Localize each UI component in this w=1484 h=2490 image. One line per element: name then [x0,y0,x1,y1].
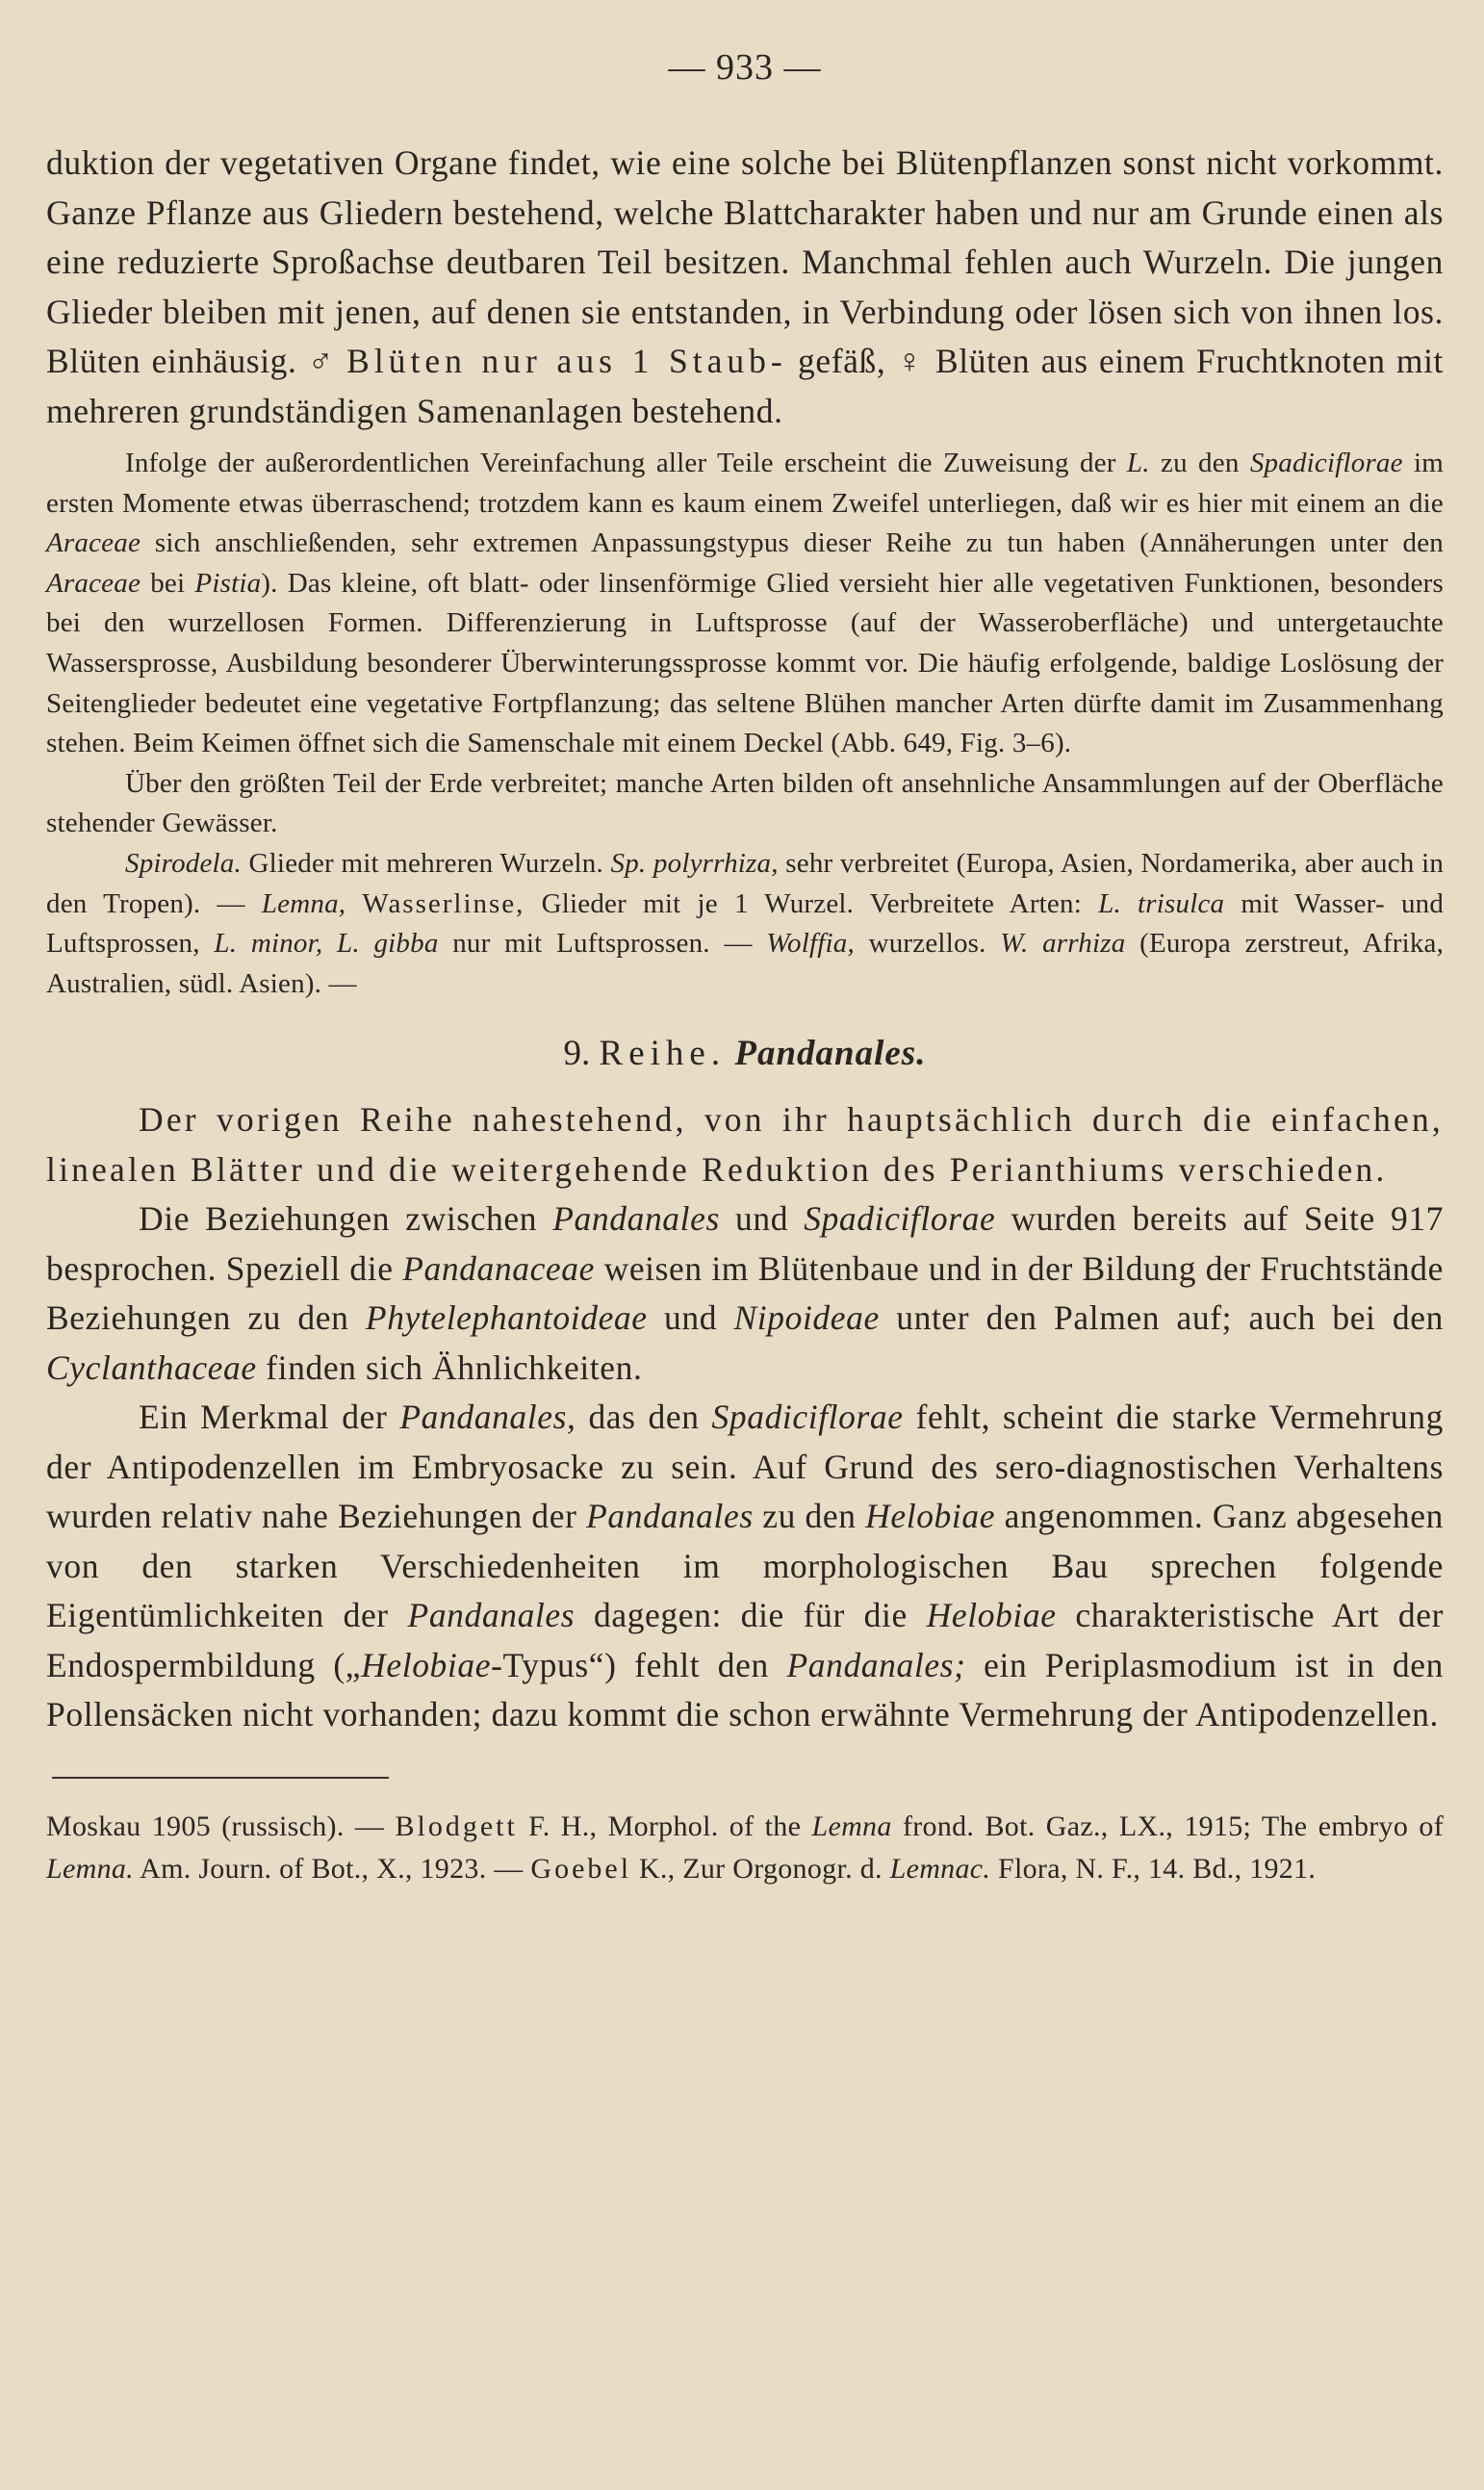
text-run: nur mit Luftsprossen. — [452,928,753,960]
text-run: wurzellos. [868,928,986,960]
taxon-name: Pistia [194,567,262,599]
small-paragraph-3 [46,844,1444,1004]
taxon-name: Helobiae [926,1596,1057,1635]
text-run: F. H., Morphol. of the [528,1810,802,1842]
taxon-name: Pandanales [407,1596,576,1635]
taxon-name: Spadiciflorae [804,1199,996,1239]
taxon-name: Araceae [46,567,141,599]
footnote-divider [52,1777,389,1779]
section-paragraph-1: Der vorigen Reihe nahestehend, von ihr hauptsächlich durch die einfachen, linealen Blätter und die weitergehende Reduktion des Perianthiums verschieden. [46,1100,1444,1189]
footnote-text [46,1806,1444,1890]
text-run: Am. Journ. of Bot., X., 1923. — [140,1852,524,1885]
taxon-name: Lemna [811,1810,892,1842]
section-label: Reihe. [599,1034,727,1074]
section-paragraph-3 [46,1393,1444,1740]
text-run: zu den [762,1497,857,1536]
taxon-name: Pandanales [552,1199,720,1239]
taxon-name: Sp. polyrrhiza, [610,847,779,879]
taxon-name: Pandanaceae [402,1248,595,1288]
taxon-name: Lemna, [261,887,346,919]
text-run: Flora, N. F., 14. Bd., 1921. [998,1852,1317,1885]
text-run: (Europa zerstreut, Afrika, Australien, südl. Asien). — [46,928,1445,999]
taxon-name: Nipoideae [733,1298,880,1338]
text-run: angenommen. Ganz abgesehen von den starken Verschiedenheiten im morphologischen Bau sprechen folgende Eigentümlichkeiten der [46,1497,1444,1635]
author-name: Goebel [530,1852,632,1885]
author-name: Blodgett [395,1810,518,1842]
taxon-name: Spadiciflorae [1249,448,1403,478]
small-paragraph-2: Über den größten Teil der Erde verbreitet; manche Arten bilden oft ansehnliche Ansammlungen auf der Oberfläche stehender Gewässer. [46,767,1444,839]
taxon-name: Helobiae [361,1645,492,1684]
text-run: mit Wasser- und Luftsprossen, [46,887,1445,960]
text-run: weisen im Blütenbaue und in der Bildung der Fruchtstände Beziehungen zu den [46,1248,1444,1338]
section-body [46,1095,1444,1740]
taxon-name: Araceae [46,527,141,559]
text-run: Die Beziehungen zwischen [139,1199,538,1239]
text-run: finden sich Ähnlichkeiten. [266,1348,643,1387]
top-section [46,139,1444,436]
text-run: Moskau 1905 (russisch). — [46,1810,385,1842]
taxon-name: Helobiae [865,1497,996,1536]
taxon-name: Spadiciflorae [711,1398,904,1437]
text-run: Glieder mit je 1 Wurzel. Verbreitete Arten: [541,887,1082,919]
taxon-name: L. minor, L. gibba [214,928,439,960]
footnote [46,1806,1444,1890]
taxon-name: L. [1126,448,1150,478]
text-run: frond. Bot. Gaz., LX., 1915; The embryo of [902,1810,1444,1842]
taxon-name: Pandanales; [786,1645,966,1684]
text-run: Wasserlinse, [362,887,525,919]
taxon-name: Wolffia, [766,928,855,960]
top-paragraph-continuation: gefäß, ♀ Blüten aus einem Fruchtknoten mit mehreren grundständigen Samenanlagen bestehend. [46,342,1444,430]
taxon-name: Lemnac. [889,1852,991,1885]
small-paragraph-1 [46,444,1444,764]
taxon-name: Lemna. [46,1852,134,1885]
text-run: K., Zur Orgonogr. d. [638,1852,883,1885]
text-run: und [735,1199,789,1239]
text-run: unter den Palmen auf; auch bei den [896,1298,1444,1338]
text-run: ein Periplasmodium ist in den Pollensäcken nicht vorhanden; dazu kommt die schon erwähnte Vermehrung der Antipodenzellen. [46,1645,1444,1734]
text-run: im ersten Momente etwas überraschend; trotzdem kann es kaum einem Zweifel unterliegen, daß wir es hier mit einem an die [46,448,1445,519]
male-flowers-text: Blüten nur aus 1 Staub- [346,342,787,380]
text-run: zu den [1161,448,1240,478]
text-run: dagegen: die für die [593,1596,908,1635]
text-run: -Typus“) fehlt den [491,1645,769,1684]
section-paragraph-2 [46,1194,1444,1393]
text-run: Glieder mit mehreren Wurzeln. [248,847,603,879]
section-title: Pandanales. [734,1034,927,1074]
text-run: und [664,1298,718,1338]
taxon-name: Pandanales, [399,1398,576,1437]
text-run: fehlt, scheint die starke Vermehrung der Antipodenzellen im Embryosacke zu sein. Auf Grund des sero-diagnostischen Verhaltens wurden relativ nahe Beziehungen der [46,1398,1444,1536]
text-run: sich anschließenden, sehr extremen Anpassungstypus dieser Reihe zu tun haben (Annäherungen unter den [154,527,1444,559]
text-run: Ein Merkmal der [139,1398,388,1437]
text-run: ). Das kleine, oft blatt- oder linsenförmige Glied versieht hier alle vegetativen Funktionen, besonders bei den wurzellosen Formen. Differenzierung in Luftsprosse (auf der Wasseroberfläche) und untergetauchte Wassersprosse, Ausbildung besonderer Überwinterungssprosse kommt vor. Die häufig erfolgende, baldige Loslösung der Seitenglieder bedeutet eine vegetative Fortpflanzung; das seltene Blühen mancher Arten dürfte damit im Zusammenhang stehen. Beim Keimen öffnet sich die Samenschale mit einem Deckel (Abb. 649, Fig. 3–6). [46,567,1444,759]
page-number: — 933 — [668,47,822,88]
top-paragraph-text: duktion der vegetativen Organe findet, wie eine solche bei Blütenpflanzen sonst nicht vorkommt. Ganze Pflanze aus Gliedern bestehend, welche Blattcharakter haben und nur am Grunde einen als eine reduzierte Sproßachse deutbaren Teil besitzen. Manchmal fehlen auch Wurzeln. Die jungen Glieder bleiben mit jenen, auf denen sie entstanden, in Verbindung oder lösen sich von ihnen los. Blüten einhäusig. ♂ [46,143,1444,380]
taxon-name: Pandanales [586,1497,754,1536]
text-run: Infolge der außerordentlichen Vereinfachung aller Teile erscheint die Zuweisung der [125,448,1116,478]
text-run: bei [150,567,186,599]
top-paragraph [46,139,1444,436]
taxon-name: Phytelephantoideae [365,1298,648,1338]
text-run: sehr verbreitet (Europa, Asien, Nordamerika, aber auch in den Tropen). — [46,847,1445,919]
taxon-name: Cyclanthaceae [46,1348,257,1387]
taxon-name: Spirodela. [125,847,242,879]
text-run: das den [588,1398,700,1437]
taxon-name: W. arrhiza [1000,928,1126,960]
small-print-section [46,444,1444,1004]
text-run: charakteristische Art der Endospermbildung („ [46,1596,1445,1684]
section-number: 9. [563,1034,591,1074]
section-heading [46,1033,1444,1074]
text-run: wurden bereits auf Seite 917 besprochen. Speziell die [46,1199,1445,1288]
taxon-name: L. trisulca [1098,887,1225,919]
